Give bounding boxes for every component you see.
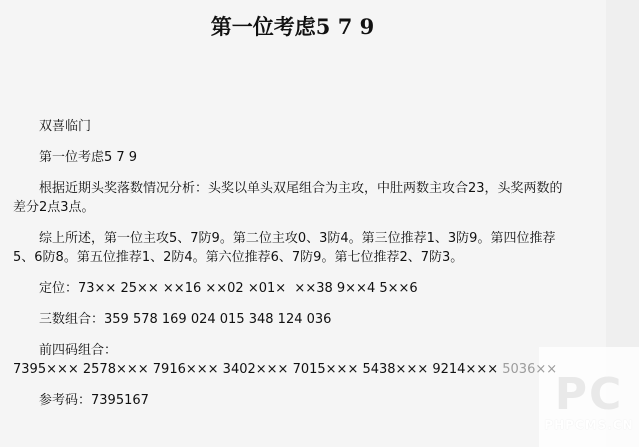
paragraph-three-digit-combos: 三数组合：359 578 169 024 015 348 124 036 [39, 312, 332, 327]
paragraph-front-four-combos [13, 341, 572, 379]
paragraph-reference-code: 参考码：7395167 [39, 393, 149, 408]
paragraph-summary: 综上所述，第一位主攻5、7防9。第二位主攻0、3防4。第三位推荐1、3防9。第四位推荐5、6防8。第五位推荐1、2防4。第六位推荐6、7防9。第七位推荐2、7防3。 [13, 231, 556, 265]
article-title: 第一位考虑5 7 9 [210, 14, 375, 39]
front-four-codes-faded: 5036×× [502, 362, 558, 377]
front-four-codes-line [13, 360, 572, 379]
paragraph-intro: 双喜临门 [39, 119, 92, 134]
phpcms-logo-icon: PC [554, 369, 624, 420]
phpcms-site-label: PHPCMS.CN [544, 418, 634, 432]
paragraph-subtitle: 第一位考虑5 7 9 [39, 150, 138, 165]
front-four-label: 前四码组合： [39, 343, 118, 358]
article-body [13, 40, 572, 410]
paragraph-analysis: 根据近期头奖落数情况分析：头奖以单头双尾组合为主攻，中肚两数主攻合23，头奖两数的差分2点3点。 [13, 181, 563, 215]
front-four-codes: 7395××× 2578××× 7916××× 3402××× 7015××× 5438××× 9214××× [13, 362, 503, 377]
paragraph-positioning: 定位：73×× 25×× ××16 ××02 ×01× ××38 9××4 5××6 [39, 281, 418, 296]
